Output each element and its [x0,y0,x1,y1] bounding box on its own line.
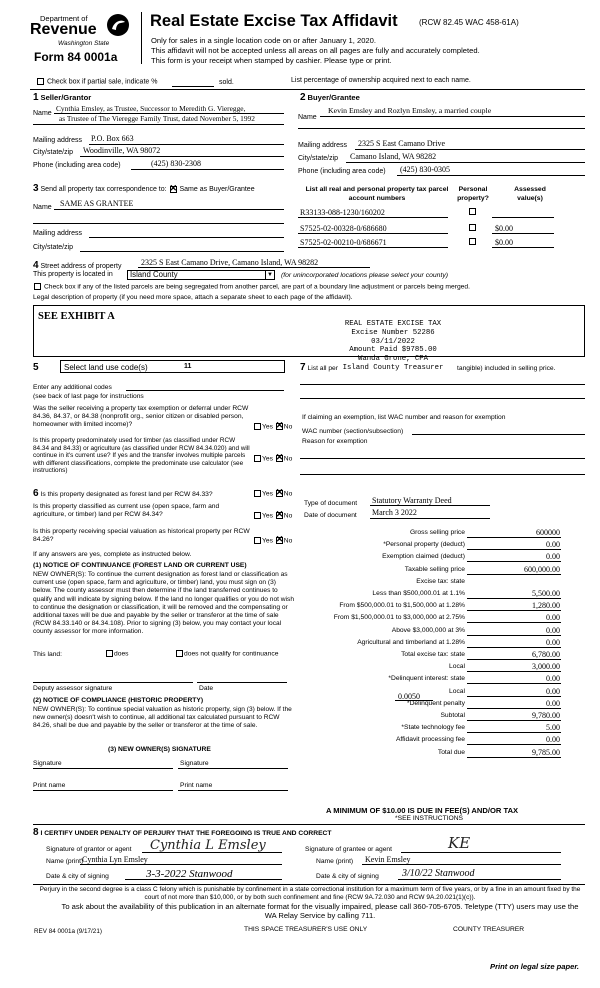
personal-property-header: Personal property? [457,186,489,202]
land-does-not-checkbox[interactable] [176,650,183,657]
treasurer-stamp: REAL ESTATE EXCISE TAX Excise Number 52286 03/11/2022 Amount Paid $9785.00 Wanda Grone, CPA Island County Treasurer [342,320,444,372]
reason-label: Reason for exemption [302,438,368,445]
grantee-signature[interactable]: KE [448,834,471,852]
reason-field[interactable] [300,458,585,459]
land-does-row: does [105,650,129,657]
buyer-phone-label: Phone (including area code) [298,168,386,175]
same-as-buyer-checkbox[interactable] [170,186,177,193]
calc-row-label: *Delinquent penalty [407,700,465,707]
calc-row-value[interactable]: 0.00 [546,735,560,744]
parcel-number[interactable]: S7525-02-00210-0/686671 [300,238,387,247]
owner-print-label: Print name [180,782,213,789]
personal-property-checkbox[interactable] [469,224,476,231]
calc-row-value[interactable]: 9,780.00 [532,711,560,720]
perjury-notice: Perjury in the second degree is a class C felony which is punishable by confinement in a state correctional institution for a maximum term of five years, or by a fine in an amount fixed by the court of not more than $10,000, or by both such confinement and fine (RCW 9A.72.030 and RCW 9A.20.021(1)(c)). [39,886,581,901]
assessed-value[interactable]: $0.00 [495,224,513,233]
additional-codes-field[interactable] [126,390,284,391]
personal-property-checkbox[interactable] [469,208,476,215]
calc-row-label: Total excise tax: state [401,651,465,658]
correspondence-name[interactable]: SAME AS GRANTEE [60,199,134,208]
certify-heading: 8 I CERTIFY UNDER PENALTY OF PERJURY THAT THE FOREGOING IS TRUE AND CORRECT [33,827,332,838]
deputy-signature-label: Deputy assessor signature [33,685,113,692]
intro-line-3: This form is your receipt when stamped by cashier. Please type or print. [151,56,392,65]
calc-row-value[interactable]: 0.00 [546,540,560,549]
buyer-city[interactable]: Camano Island, WA 98282 [350,152,437,161]
seller-phone-label: Phone (including area code) [33,162,121,169]
seller-city-label: City/state/zip [33,149,74,156]
treasurer-use-label: THIS SPACE TREASURER'S USE ONLY [244,926,368,933]
grantor-name[interactable]: Cynthia Lyn Emsley [82,855,148,864]
notice-continuance-body: NEW OWNER(S): To continue the current designation as forest land or classification as current use (open space, farm and agriculture, or timber) land, you must sign on (3) below. The county assessor must then determine if the land transferred continues to qualify and will indicate by signing below. If the land no longer qualifies or you do not wish to continue the designation or classification, it will be removed and the compensating or additional taxes will be due and payable by the seller or transferor at the time of sale (RCW 84.33.140 or 84.34.108). Prior to signing (3) below, you may contact your local county assessor for more information. [33,571,294,636]
partial-sold-label: sold. [219,79,234,86]
document-type[interactable]: Statutory Warranty Deed [372,496,452,505]
form-title: Real Estate Excise Tax Affidavit [150,12,398,30]
timber-yes-checkbox[interactable] [254,455,261,462]
owner-signature-field-2[interactable] [178,768,288,769]
timber-question: Is this property predominately used for timber (as classified under RCW 84.34 and 84.33) or agriculture (as classified under RCW 84.34.020) and will continue in it's current use? If yes and the transfer involves multiple parcels with different classifications, complete the predominate use calculator (see instructions) [33,437,250,475]
notice-compliance-body: NEW OWNER(S): To continue special valuation as historic property, sign (3) below. If the new owner(s) doesn't wish to continue, all additional tax calculated pursuant to RCW 84.26, shall be due and payable by the seller or transferor at the time of sale. [33,706,292,730]
seller-mailing[interactable]: P.O. Box 663 [91,134,134,143]
calc-row-label: Affidavit processing fee [395,736,465,743]
seller-city[interactable]: Woodinville, WA 98072 [83,146,161,155]
wac-number-label: WAC number (section/subsection) [302,428,404,435]
calc-row-label: Less than $500,000.01 at 1.1% [372,590,465,597]
county-label: This property is located in [33,271,113,278]
current-use-no-checkbox[interactable] [276,512,283,519]
seller-name-label: Name [33,110,52,117]
calc-row-label: *Personal property (deduct) [383,541,465,548]
calc-row-value[interactable]: 1,280.00 [532,601,560,610]
calc-row-label: Gross selling price [409,529,465,536]
intro-line-2: This affidavit will not be accepted unless all areas on all pages are fully and accurately completed. [151,46,480,55]
correspondence-city-label: City/state/zip [33,244,74,251]
forest-no-checkbox[interactable] [276,490,283,497]
grantee-name-label: Name (print) [316,858,354,865]
calc-row-value[interactable]: 0.00 [546,613,560,622]
buyer-mailing[interactable]: 2325 S East Camano Drive [358,139,446,148]
legal-description-text: SEE EXHIBIT A [38,311,115,322]
answers-note: If any answers are yes, complete as instructed below. [33,551,192,558]
timber-yes-no: Yes ✕ No [253,455,292,462]
forest-land-question: 6 Is this property designated as forest land per RCW 84.33? [33,488,213,499]
land-does-not-row: does not qualify for continuance [175,650,295,658]
partial-sale-label: Check box if partial sale, indicate % [46,78,158,86]
calc-row-value[interactable]: 0.00 [546,638,560,647]
calc-row-label: Above $3,000,000 at 3% [391,627,465,634]
section-7-label-b: tangible) included in selling price. [457,365,556,372]
grantee-date-city[interactable]: 3/10/22 Stanwood [402,868,475,879]
exemption-yes-no: Yes ✕ No [253,423,292,430]
parcel-header: List all real and personal property tax parcel account numbers [305,186,449,202]
assessed-value-header: Assessed value(s) [514,186,546,202]
parcel-number[interactable]: S7525-02-00328-0/686680 [300,224,387,233]
buyer-city-label: City/state/zip [298,155,339,162]
current-use-yes-checkbox[interactable] [254,512,261,519]
exemption-no-checkbox[interactable] [276,423,283,430]
parcel-number[interactable]: R33133-088-1230/160202 [300,208,385,217]
calc-row-label: Exemption claimed (deduct) [382,553,465,560]
notice-continuance-title: (1) NOTICE OF CONTINUANCE (FOREST LAND OR CURRENT USE) [33,562,247,569]
calc-row-label: From $500,000.01 to $1,500,000 at 1.28% [339,602,465,609]
seller-name-line-1[interactable]: Cynthia Emsley, as Trustee, Successor to Meredith G. Vieregge, [56,104,246,113]
revision-label: REV 84 0001a (9/17/21) [34,928,102,935]
grantor-date-label: Date & city of signing [46,873,109,880]
owner-print-field-2[interactable] [178,790,288,791]
calc-row-label: Local [449,688,465,695]
county-treasurer-label: COUNTY TREASURER [453,926,525,933]
seller-mailing-label: Mailing address [33,137,83,144]
calc-row-label: Total due [437,749,465,756]
calc-row-value[interactable]: 0.00 [546,626,560,635]
county-note: (for unincorporated locations please select your county) [281,272,448,279]
personal-property-checkbox[interactable] [469,238,476,245]
owner-signature-label: Signature [180,760,209,767]
buyer-phone[interactable]: (425) 830-0305 [400,165,450,174]
this-land-label: This land: [33,651,62,658]
section-7-label: 7 List all per [300,362,338,373]
calc-row-value[interactable]: 0.00 [546,552,560,561]
owner-print-field-1[interactable] [33,790,173,791]
current-use-yes-no: Yes ✕ No [253,512,292,519]
partial-sale-checkbox[interactable] [37,78,44,85]
intro-line-1: Only for sales in a single location code on or after January 1, 2020. [151,36,376,45]
partial-sale-row [36,78,157,85]
forest-yes-checkbox[interactable] [254,490,261,497]
legal-description-label: Legal description of property (if you need more space, attach a separate sheet to each page of the affidavit). [33,294,353,301]
revenue-logo-text: Revenue [30,21,97,38]
correspondence-name-label: Name [33,204,52,211]
correspondence-mailing-label: Mailing address [33,230,83,237]
additional-codes-label: Enter any additional codes [33,384,112,391]
calc-row-value[interactable]: 0.00 [546,699,560,708]
buyer-name-label: Name [298,114,317,121]
timber-no-checkbox[interactable] [276,455,283,462]
section-5-number: 5 [33,362,39,373]
calc-row-value[interactable]: 600,000.00 [524,565,560,574]
street-address-row: 4 Street address of property [33,260,122,271]
dept-label: Department of [40,14,88,23]
land-does-checkbox[interactable] [106,650,113,657]
legal-paper-note: Print on legal size paper. [490,962,580,971]
calc-row-value[interactable]: 5.00 [546,723,560,732]
owner-print-label: Print name [33,782,66,789]
state-label: Washington State [58,40,110,47]
land-use-select[interactable]: Select land use code(s) 11 [60,360,285,373]
calc-row-value[interactable]: 6,780.00 [532,650,560,659]
grantee-name[interactable]: Kevin Emsley [365,855,411,864]
buyer-mailing-label: Mailing address [298,142,348,149]
wac-number-field[interactable] [412,434,585,435]
form-number: Form 84 0001a [34,50,118,64]
historic-yes-no: Yes ✕ No [253,537,292,544]
document-date-label: Date of document [304,512,357,519]
revenue-logo-icon [106,13,130,37]
notice-compliance-title: (2) NOTICE OF COMPLIANCE (HISTORIC PROPERTY) [33,697,204,704]
deputy-date-label: Date [199,685,214,692]
calc-row-label: Local [449,663,465,670]
assessed-value[interactable]: $0.00 [495,238,513,247]
owner-signature-field-1[interactable] [33,768,173,769]
grantee-date-label: Date & city of signing [316,873,379,880]
property-street-address[interactable]: 2325 S East Camano Drive, Camano Island, WA 98282 [141,258,319,267]
see-back-note: (see back of last page for instructions [33,393,144,400]
rcw-ref: (RCW 82.45 WAC 458-61A) [419,18,519,27]
grantor-signature[interactable]: Cynthia L Emsley [150,838,266,853]
document-type-label: Type of document [304,500,358,507]
segregation-checkbox[interactable] [34,283,41,290]
partial-percent-field[interactable] [172,86,214,87]
forest-yes-no: Yes ✕ No [253,490,292,497]
segregation-row: Check box if any of the listed parcels are being segregated from another parcel, are part of a boundary line adjustment or parcels being merged. [33,283,470,290]
seller-heading: 1 Seller/Grantor [33,92,92,103]
calc-row-value[interactable]: 9,785.00 [532,748,560,757]
calc-row-label: Subtotal [440,712,465,719]
exemption-yes-checkbox[interactable] [254,423,261,430]
new-owner-signature-title: (3) NEW OWNER(S) SIGNATURE [108,746,211,753]
buyer-name[interactable]: Kevin Emsley and Rozlyn Emsley, a married couple [328,106,492,115]
calc-row-label: Agricultural and timberland at 1.28% [357,639,465,646]
exemption-question: Was the seller receiving a property tax exemption or deferral under RCW 84.36, 84.37, or 84.38 (nonprofit org., senior citizen or disabled person, homeowner with limited income)? [33,405,249,428]
county-select[interactable]: Island County ▼ [127,270,275,280]
deputy-date-field[interactable] [197,682,287,683]
legal-description-box[interactable] [33,305,585,357]
grantee-signature-label: Signature of grantee or agent [305,846,392,853]
minimum-due-note: A MINIMUM OF $10.00 IS DUE IN FEE(S) AND/OR TAX [326,806,519,815]
historic-question: Is this property receiving special valuation as historical property per RCW 84.26? [33,528,250,543]
calc-row-value[interactable]: 0.00 [546,687,560,696]
document-date[interactable]: March 3 2022 [372,508,417,517]
calc-row-label: Excise tax: state [416,578,465,585]
calc-row-value[interactable]: 3,000.00 [532,662,560,671]
calc-row-value[interactable]: 5,500.00 [532,589,560,598]
calc-row-value[interactable]: 600000 [536,528,560,537]
see-instructions-note: *SEE INSTRUCTIONS [395,815,463,822]
local-rate[interactable]: 0.0050 [398,692,420,701]
historic-yes-checkbox[interactable] [254,537,261,544]
calc-row-label: From $1,500,000.01 to $3,000,000 at 2.75% [333,614,465,621]
exemption-claim-label: If claiming an exemption, list WAC number and reason for exemption [302,414,506,421]
ownership-note: List percentage of ownership acquired next to each name. [291,77,471,84]
seller-name-line-2[interactable]: as Trustee of The Vieregge Family Trust, dated November 5, 1992 [59,114,255,123]
historic-no-checkbox[interactable] [276,537,283,544]
buyer-heading: 2 Buyer/Grantee [300,92,360,103]
grantor-date-city[interactable]: 3-3-2022 Stanwood [146,868,233,880]
calc-row-label: *Delinquent interest: state [388,675,465,682]
grantor-name-label: Name (print) [46,858,84,865]
land-use-code: 11 [184,363,192,370]
owner-signature-label: Signature [33,760,62,767]
chevron-down-icon: ▼ [265,271,274,279]
seller-phone[interactable]: (425) 830-2308 [151,159,201,168]
calc-row-label: Taxable selling price [404,566,465,573]
alternate-format-note: To ask about the availability of this publication in an alternate format for the visually impaired, please call 360-705-6705. Teletype (TTY) users may use the WA Relay Service by calling 711. [61,902,579,920]
grantor-signature-label: Signature of grantor or agent [46,846,132,853]
current-use-question: Is this property classified as current use (open space, farm and agriculture, or timber) land per RCW 84.34? [33,503,220,518]
tax-correspondence-row: 3 Send all property tax correspondence to: ✕ Same as Buyer/Grantee [33,183,255,194]
calc-row-label: *State technology fee [401,724,465,731]
calc-row-value[interactable]: 0.00 [546,674,560,683]
deputy-signature-field[interactable] [33,682,193,683]
